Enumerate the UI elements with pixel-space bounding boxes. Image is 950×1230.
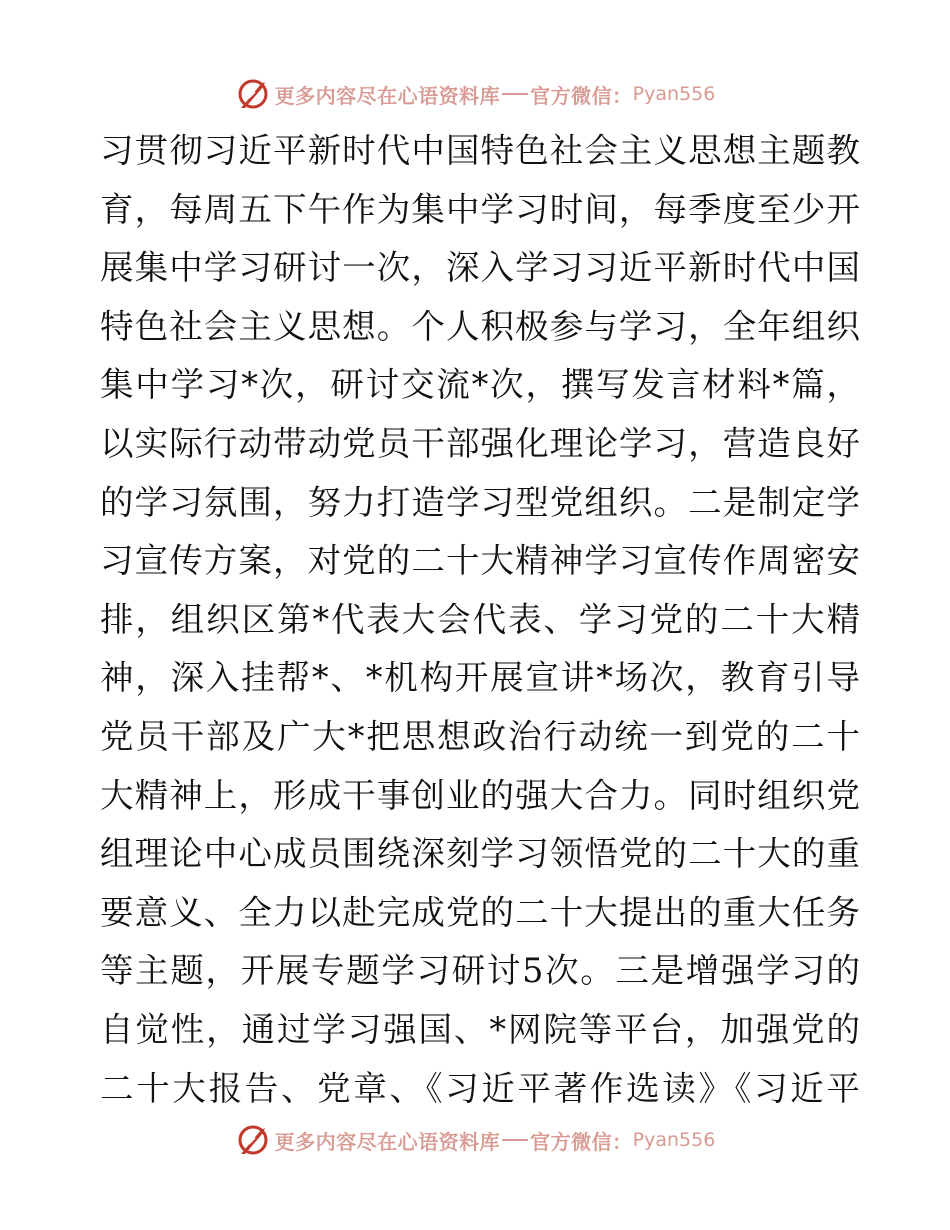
body-line: 大精神上，形成干事创业的强大合力。同时组织党 [100,775,860,815]
promo-text: 更多内容尽在心语资料库 [274,1129,501,1154]
body-line: 习宣传方案，对党的二十大精神学习宣传作周密安 [100,541,860,581]
body-line: 展集中学习研讨一次，深入学习习近平新时代中国 [100,248,860,288]
promo-text: 更多内容尽在心语资料库 [274,83,501,108]
body-line: 习贯彻习近平新时代中国特色社会主义思想主题教 [100,131,860,170]
wechat-label: 官方微信： [530,1129,633,1154]
wechat-id: Pyan556 [632,1129,716,1151]
footer-banner [0,1118,950,1162]
banner-dash [502,93,528,95]
body-line: 排，组织区第*代表大会代表、学习党的二十大精 [100,599,860,639]
body-line: 育，每周五下午作为集中学习时间，每季度至少开 [100,189,860,229]
body-line: 特色社会主义思想。个人积极参与学习，全年组织 [100,306,860,346]
body-line: 等主题，开展专题学习研讨5次。三是增强学习的 [100,951,860,991]
banner-dash [502,1139,528,1141]
body-line: 以实际行动带动党员干部强化理论学习，营造良好 [100,423,860,463]
wechat-label: 官方微信： [530,83,633,108]
body-line: 自觉性，通过学习强国、*网院等平台，加强党的 [100,1009,860,1049]
wechat-id: Pyan556 [632,83,716,105]
body-line: 集中学习*次，研讨交流*次，撰写发言材料*篇， [100,365,860,405]
body-line: 要意义、全力以赴完成党的二十大提出的重大任务 [100,892,860,932]
body-line: 党员干部及广大*把思想政治行动统一到党的二十 [100,716,860,756]
header-banner [0,72,950,116]
body-line: 的学习氛围，努力打造学习型党组织。二是制定学 [100,482,860,522]
body-line: 二十大报告、党章、《习近平著作选读》《习近平 [100,1068,860,1108]
document-body [100,122,860,1118]
quill-logo-icon [235,1122,271,1158]
quill-logo-icon [235,76,271,112]
body-line: 组理论中心成员围绕深刻学习领悟党的二十大的重 [100,834,860,874]
body-line: 神，深入挂帮*、*机构开展宣讲*场次，教育引导 [100,658,860,698]
